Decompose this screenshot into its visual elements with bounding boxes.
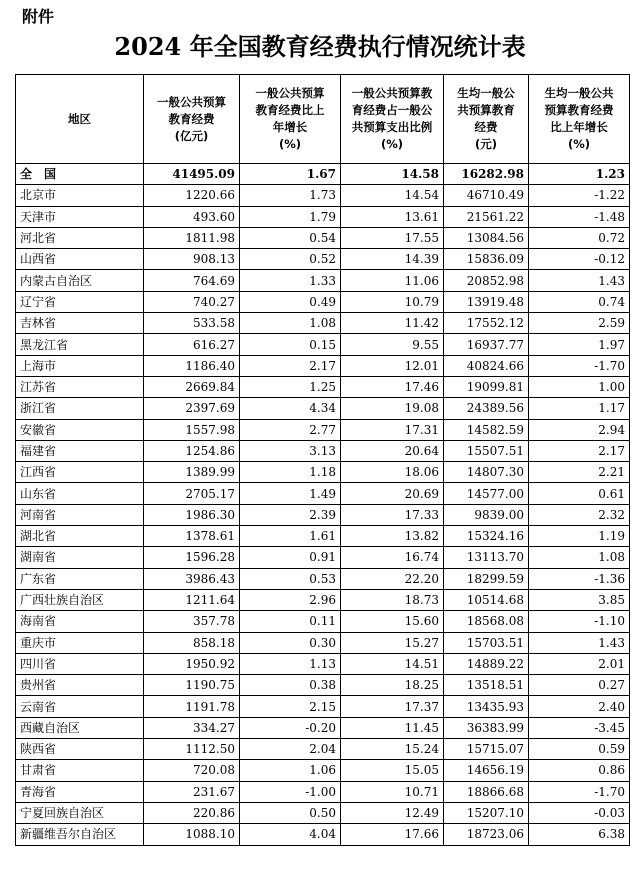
table-row: [16, 824, 630, 845]
cell-funding-growth: 0.38: [240, 675, 341, 696]
cell-per-student-funding: 21561.22: [444, 206, 529, 227]
table-body: [16, 164, 630, 846]
cell-budget-funding: 1378.61: [144, 526, 240, 547]
cell-per-student-growth: -1.48: [529, 206, 630, 227]
cell-budget-funding: 3986.43: [144, 568, 240, 589]
cell-per-student-growth: 2.17: [529, 440, 630, 461]
cell-per-student-growth: -1.70: [529, 781, 630, 802]
header-line: 育经费占一般公: [351, 103, 433, 117]
cell-funding-share: 11.06: [341, 270, 444, 291]
cell-funding-growth: 1.13: [240, 653, 341, 674]
cell-per-student-funding: 13113.70: [444, 547, 529, 568]
cell-per-student-funding: 16937.77: [444, 334, 529, 355]
cell-region: 天津市: [16, 206, 144, 227]
cell-per-student-growth: 2.21: [529, 462, 630, 483]
cell-budget-funding: 2669.84: [144, 376, 240, 397]
header-line: 共预算教育: [457, 103, 515, 117]
cell-per-student-funding: 15507.51: [444, 440, 529, 461]
table-row: [16, 632, 630, 653]
header-line: 共预算支出比例: [351, 120, 433, 134]
cell-funding-growth: -0.20: [240, 717, 341, 738]
cell-funding-share: 16.74: [341, 547, 444, 568]
cell-funding-share: 15.24: [341, 739, 444, 760]
cell-funding-share: 13.82: [341, 526, 444, 547]
header-line: (%): [380, 137, 404, 151]
cell-per-student-funding: 9839.00: [444, 504, 529, 525]
header-line: 一般公共预算: [157, 94, 226, 109]
cell-funding-growth: 0.11: [240, 611, 341, 632]
table-row: [16, 185, 630, 206]
cell-per-student-funding: 18299.59: [444, 568, 529, 589]
cell-region: 新疆维吾尔自治区: [16, 824, 144, 845]
cell-per-student-growth: 1.43: [529, 632, 630, 653]
cell-budget-funding: 41495.09: [144, 164, 240, 185]
header-line: (亿元): [174, 128, 209, 143]
cell-funding-growth: 1.49: [240, 483, 341, 504]
table-row: [16, 291, 630, 312]
cell-funding-share: 17.46: [341, 376, 444, 397]
table-row: [16, 398, 630, 419]
cell-per-student-funding: 18866.68: [444, 781, 529, 802]
cell-funding-growth: 0.54: [240, 227, 341, 248]
cell-funding-share: 19.08: [341, 398, 444, 419]
cell-per-student-funding: 18568.08: [444, 611, 529, 632]
header-funding-growth: [240, 75, 341, 164]
cell-funding-growth: 1.08: [240, 313, 341, 334]
cell-per-student-growth: 2.32: [529, 504, 630, 525]
cell-per-student-growth: -3.45: [529, 717, 630, 738]
cell-per-student-growth: 1.08: [529, 547, 630, 568]
cell-funding-share: 12.01: [341, 355, 444, 376]
cell-per-student-funding: 15703.51: [444, 632, 529, 653]
cell-region: 西藏自治区: [16, 717, 144, 738]
cell-budget-funding: 720.08: [144, 760, 240, 781]
cell-region: 广东省: [16, 568, 144, 589]
cell-funding-share: 15.05: [341, 760, 444, 781]
cell-per-student-growth: 2.01: [529, 653, 630, 674]
cell-funding-share: 20.69: [341, 483, 444, 504]
cell-funding-share: 10.79: [341, 291, 444, 312]
cell-funding-share: 12.49: [341, 802, 444, 823]
cell-per-student-funding: 15715.07: [444, 739, 529, 760]
cell-budget-funding: 357.78: [144, 611, 240, 632]
cell-per-student-funding: 18723.06: [444, 824, 529, 845]
cell-per-student-growth: -1.10: [529, 611, 630, 632]
cell-funding-share: 18.73: [341, 589, 444, 610]
cell-per-student-growth: -0.03: [529, 802, 630, 823]
header-line: 一般公共预算: [255, 86, 325, 100]
cell-budget-funding: 2397.69: [144, 398, 240, 419]
cell-per-student-funding: 13084.56: [444, 227, 529, 248]
table-row: [16, 781, 630, 802]
cell-funding-growth: 2.04: [240, 739, 341, 760]
attachment-label: 附件: [22, 7, 55, 26]
header-line: 一般公共预算教: [351, 86, 433, 100]
cell-budget-funding: 220.86: [144, 802, 240, 823]
cell-per-student-growth: 0.72: [529, 227, 630, 248]
cell-funding-growth: 4.34: [240, 398, 341, 419]
cell-per-student-funding: 36383.99: [444, 717, 529, 738]
header-line: 生均一般公: [457, 86, 515, 100]
cell-region: 宁夏回族自治区: [16, 802, 144, 823]
cell-per-student-growth: 1.17: [529, 398, 630, 419]
cell-funding-growth: 1.73: [240, 185, 341, 206]
table-row: [16, 462, 630, 483]
header-row: [16, 75, 630, 164]
cell-per-student-growth: 1.00: [529, 376, 630, 397]
cell-region: 贵州省: [16, 675, 144, 696]
cell-per-student-growth: 2.94: [529, 419, 630, 440]
cell-funding-share: 18.25: [341, 675, 444, 696]
cell-per-student-funding: 15324.16: [444, 526, 529, 547]
cell-budget-funding: 1596.28: [144, 547, 240, 568]
cell-per-student-growth: 1.97: [529, 334, 630, 355]
table-row-total: [16, 164, 630, 185]
cell-per-student-funding: 13919.48: [444, 291, 529, 312]
cell-budget-funding: 334.27: [144, 717, 240, 738]
cell-funding-growth: 1.18: [240, 462, 341, 483]
table-row: [16, 739, 630, 760]
cell-per-student-growth: 6.38: [529, 824, 630, 845]
header-line: 年增长: [272, 120, 308, 134]
cell-funding-share: 14.51: [341, 653, 444, 674]
cell-per-student-growth: 1.43: [529, 270, 630, 291]
cell-region: 重庆市: [16, 632, 144, 653]
cell-region: 全 国: [16, 164, 144, 185]
cell-funding-share: 17.31: [341, 419, 444, 440]
cell-budget-funding: 1088.10: [144, 824, 240, 845]
cell-budget-funding: 1557.98: [144, 419, 240, 440]
cell-per-student-funding: 19099.81: [444, 376, 529, 397]
cell-funding-growth: 1.67: [240, 164, 341, 185]
header-budget-funding: [144, 75, 240, 164]
table-row: [16, 206, 630, 227]
cell-per-student-funding: 24389.56: [444, 398, 529, 419]
table-row: [16, 483, 630, 504]
cell-per-student-growth: 0.86: [529, 760, 630, 781]
cell-budget-funding: 1950.92: [144, 653, 240, 674]
cell-budget-funding: 1389.99: [144, 462, 240, 483]
cell-per-student-growth: 2.40: [529, 696, 630, 717]
cell-per-student-funding: 13518.51: [444, 675, 529, 696]
table-row: [16, 547, 630, 568]
cell-budget-funding: 1190.75: [144, 675, 240, 696]
table-row: [16, 611, 630, 632]
cell-budget-funding: 858.18: [144, 632, 240, 653]
cell-funding-growth: 0.53: [240, 568, 341, 589]
cell-funding-growth: 0.49: [240, 291, 341, 312]
cell-per-student-growth: 1.23: [529, 164, 630, 185]
cell-per-student-funding: 40824.66: [444, 355, 529, 376]
cell-per-student-growth: -1.70: [529, 355, 630, 376]
cell-budget-funding: 1112.50: [144, 739, 240, 760]
table-row: [16, 504, 630, 525]
cell-funding-growth: 2.77: [240, 419, 341, 440]
header-line: 教育经费: [168, 111, 215, 126]
page-title: 2024 年全国教育经费执行情况统计表: [114, 32, 526, 61]
cell-per-student-funding: 14889.22: [444, 653, 529, 674]
cell-funding-share: 18.06: [341, 462, 444, 483]
cell-per-student-growth: 0.27: [529, 675, 630, 696]
cell-region: 内蒙古自治区: [16, 270, 144, 291]
cell-funding-share: 15.60: [341, 611, 444, 632]
cell-per-student-funding: 14582.59: [444, 419, 529, 440]
cell-budget-funding: 1191.78: [144, 696, 240, 717]
cell-funding-share: 17.37: [341, 696, 444, 717]
cell-funding-share: 17.66: [341, 824, 444, 845]
cell-funding-growth: 1.33: [240, 270, 341, 291]
table-row: [16, 376, 630, 397]
header-line: (元): [474, 137, 497, 151]
cell-per-student-funding: 14656.19: [444, 760, 529, 781]
cell-funding-share: 14.58: [341, 164, 444, 185]
cell-funding-share: 11.42: [341, 313, 444, 334]
header-line: 生均一般公共: [544, 86, 614, 100]
cell-region: 浙江省: [16, 398, 144, 419]
cell-funding-growth: 2.15: [240, 696, 341, 717]
cell-funding-share: 14.54: [341, 185, 444, 206]
cell-budget-funding: 1986.30: [144, 504, 240, 525]
cell-per-student-growth: -0.12: [529, 249, 630, 270]
table-row: [16, 355, 630, 376]
cell-budget-funding: 616.27: [144, 334, 240, 355]
cell-funding-growth: 1.61: [240, 526, 341, 547]
header-region: [16, 75, 144, 164]
cell-funding-growth: 2.96: [240, 589, 341, 610]
cell-region: 上海市: [16, 355, 144, 376]
table-row: [16, 440, 630, 461]
header-line: (%): [278, 137, 302, 151]
cell-funding-growth: 4.04: [240, 824, 341, 845]
header-per-student-funding: [444, 75, 529, 164]
cell-per-student-funding: 14577.00: [444, 483, 529, 504]
header-line: 地区: [68, 111, 91, 126]
cell-region: 山东省: [16, 483, 144, 504]
cell-region: 云南省: [16, 696, 144, 717]
cell-funding-growth: 1.06: [240, 760, 341, 781]
table-row: [16, 653, 630, 674]
cell-region: 黑龙江省: [16, 334, 144, 355]
cell-budget-funding: 533.58: [144, 313, 240, 334]
cell-funding-share: 15.27: [341, 632, 444, 653]
cell-funding-growth: 2.17: [240, 355, 341, 376]
cell-per-student-funding: 17552.12: [444, 313, 529, 334]
cell-budget-funding: 1211.64: [144, 589, 240, 610]
cell-funding-share: 11.45: [341, 717, 444, 738]
cell-per-student-funding: 14807.30: [444, 462, 529, 483]
cell-budget-funding: 231.67: [144, 781, 240, 802]
cell-region: 陕西省: [16, 739, 144, 760]
cell-per-student-growth: 0.59: [529, 739, 630, 760]
cell-region: 吉林省: [16, 313, 144, 334]
cell-funding-growth: 2.39: [240, 504, 341, 525]
cell-funding-share: 17.33: [341, 504, 444, 525]
cell-region: 江苏省: [16, 376, 144, 397]
cell-per-student-growth: -1.36: [529, 568, 630, 589]
table-row: [16, 227, 630, 248]
cell-region: 湖南省: [16, 547, 144, 568]
table-row: [16, 419, 630, 440]
cell-funding-growth: 0.91: [240, 547, 341, 568]
cell-budget-funding: 908.13: [144, 249, 240, 270]
cell-region: 广西壮族自治区: [16, 589, 144, 610]
cell-funding-share: 9.55: [341, 334, 444, 355]
header-line: 经费: [474, 120, 498, 134]
cell-funding-growth: 0.30: [240, 632, 341, 653]
table-row: [16, 568, 630, 589]
education-funding-table: [15, 74, 630, 846]
cell-per-student-funding: 13435.93: [444, 696, 529, 717]
cell-per-student-growth: 0.61: [529, 483, 630, 504]
header-line: 比上年增长: [550, 120, 608, 134]
cell-budget-funding: 2705.17: [144, 483, 240, 504]
cell-region: 湖北省: [16, 526, 144, 547]
header-line: (%): [567, 137, 591, 151]
cell-region: 四川省: [16, 653, 144, 674]
cell-per-student-funding: 46710.49: [444, 185, 529, 206]
table-row: [16, 526, 630, 547]
cell-per-student-funding: 20852.98: [444, 270, 529, 291]
cell-funding-growth: 0.50: [240, 802, 341, 823]
cell-budget-funding: 1254.86: [144, 440, 240, 461]
cell-funding-growth: 3.13: [240, 440, 341, 461]
header-line: 教育经费比上: [255, 103, 325, 117]
cell-region: 江西省: [16, 462, 144, 483]
cell-funding-share: 22.20: [341, 568, 444, 589]
cell-per-student-growth: 2.59: [529, 313, 630, 334]
table-row: [16, 696, 630, 717]
cell-budget-funding: 740.27: [144, 291, 240, 312]
header-per-student-growth: [529, 75, 630, 164]
table-row: [16, 249, 630, 270]
cell-per-student-funding: 16282.98: [444, 164, 529, 185]
cell-per-student-funding: 15836.09: [444, 249, 529, 270]
cell-funding-share: 13.61: [341, 206, 444, 227]
cell-region: 甘肃省: [16, 760, 144, 781]
table-row: [16, 802, 630, 823]
table-row: [16, 334, 630, 355]
cell-funding-share: 17.55: [341, 227, 444, 248]
header-funding-share: [341, 75, 444, 164]
cell-per-student-growth: 0.74: [529, 291, 630, 312]
table-row: [16, 589, 630, 610]
cell-region: 福建省: [16, 440, 144, 461]
cell-funding-share: 20.64: [341, 440, 444, 461]
table-row: [16, 313, 630, 334]
cell-budget-funding: 1220.66: [144, 185, 240, 206]
cell-region: 河南省: [16, 504, 144, 525]
cell-funding-share: 14.39: [341, 249, 444, 270]
cell-region: 海南省: [16, 611, 144, 632]
cell-region: 北京市: [16, 185, 144, 206]
cell-funding-growth: 0.52: [240, 249, 341, 270]
cell-per-student-funding: 15207.10: [444, 802, 529, 823]
cell-per-student-growth: 3.85: [529, 589, 630, 610]
cell-per-student-growth: 1.19: [529, 526, 630, 547]
cell-region: 安徽省: [16, 419, 144, 440]
cell-funding-growth: 0.15: [240, 334, 341, 355]
cell-budget-funding: 493.60: [144, 206, 240, 227]
cell-budget-funding: 1811.98: [144, 227, 240, 248]
cell-funding-growth: 1.25: [240, 376, 341, 397]
table-row: [16, 760, 630, 781]
cell-funding-growth: 1.79: [240, 206, 341, 227]
cell-region: 辽宁省: [16, 291, 144, 312]
header-line: 预算教育经费: [544, 103, 614, 117]
table-row: [16, 270, 630, 291]
table-row: [16, 717, 630, 738]
cell-budget-funding: 1186.40: [144, 355, 240, 376]
cell-funding-growth: -1.00: [240, 781, 341, 802]
cell-region: 河北省: [16, 227, 144, 248]
cell-per-student-funding: 10514.68: [444, 589, 529, 610]
cell-region: 青海省: [16, 781, 144, 802]
cell-budget-funding: 764.69: [144, 270, 240, 291]
table-row: [16, 675, 630, 696]
cell-funding-share: 10.71: [341, 781, 444, 802]
cell-region: 山西省: [16, 249, 144, 270]
cell-per-student-growth: -1.22: [529, 185, 630, 206]
